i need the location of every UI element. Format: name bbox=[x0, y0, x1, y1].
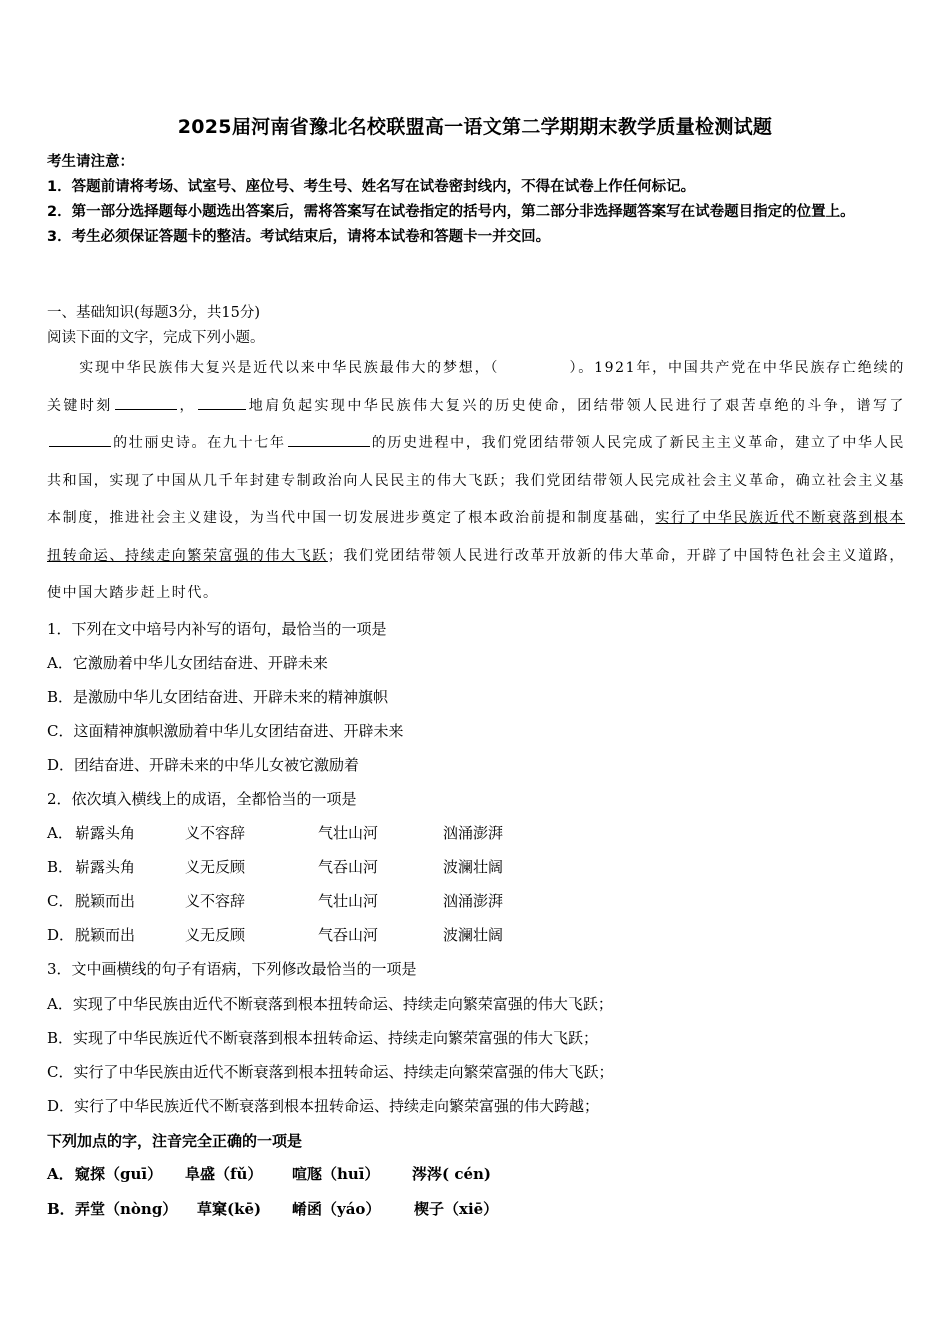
question-2-option-label: A． bbox=[47, 824, 73, 842]
question-4-option-label: B． bbox=[47, 1200, 75, 1218]
question-2-option-idiom: 脱颖而出 bbox=[75, 926, 136, 944]
question-4-pinyin-item: 崤函（yáo） bbox=[292, 1200, 381, 1218]
fill-blank bbox=[49, 432, 111, 447]
question-2-option-label: C． bbox=[47, 892, 74, 910]
question-2-option-idiom: 汹涌澎湃 bbox=[443, 824, 504, 842]
question-2-option-idiom: 波澜壮阔 bbox=[443, 858, 504, 876]
question-3-option: A．实现了中华民族由近代不断衰落到根本扭转命运、持续走向繁荣富强的伟大飞跃； bbox=[47, 995, 613, 1013]
fill-blank bbox=[115, 395, 177, 410]
question-2-option-idiom: 义无反顾 bbox=[185, 858, 246, 876]
section-heading: 一、基础知识(每题3分，共15分) bbox=[47, 305, 260, 321]
question-4-pinyin-item: 弄堂（nòng） bbox=[75, 1200, 178, 1218]
question-3-option: B．实现了中华民族近代不断衰落到根本扭转命运、持续走向繁荣富强的伟大飞跃； bbox=[47, 1029, 599, 1047]
underlined-sentence: 实行了中华民族近代不断衰落到根本扭转命运、持续走向繁荣富强的伟大飞跃 bbox=[47, 510, 906, 564]
notice-block bbox=[47, 150, 907, 250]
question-1-option: B．是激励中华儿女团结奋进、开辟未来的精神旗帜 bbox=[47, 688, 389, 706]
question-2-option-idiom: 义不容辞 bbox=[185, 824, 246, 842]
question-4-pinyin-item: 草窠(kē) bbox=[197, 1200, 262, 1218]
question-2-option-idiom: 气壮山河 bbox=[318, 824, 379, 842]
question-1-option: C．这面精神旗帜激励着中华儿女团结奋进、开辟未来 bbox=[47, 722, 404, 740]
question-2-option-idiom: 波澜壮阔 bbox=[443, 926, 504, 944]
question-3-option: D．实行了中华民族近代不断衰落到根本扭转命运、持续走向繁荣富强的伟大跨越； bbox=[47, 1097, 600, 1115]
question-2-option-idiom: 义不容辞 bbox=[185, 892, 246, 910]
fill-blank bbox=[198, 395, 246, 410]
notice-heading: 考生请注意： bbox=[47, 154, 134, 170]
notice-item: 3．考生必须保证答题卡的整洁。考试结束后，请将本试卷和答题卡一并交回。 bbox=[47, 229, 551, 245]
question-4-pinyin-item: 窥探（guī） bbox=[75, 1165, 163, 1183]
page-title: 2025届河南省豫北名校联盟高一语文第二学期期末教学质量检测试题 bbox=[177, 116, 773, 138]
fill-blank bbox=[288, 432, 370, 447]
question-1-option: D．团结奋进、开辟未来的中华儿女被它激励着 bbox=[47, 756, 360, 774]
question-1-option: A．它激励着中华儿女团结奋进、开辟未来 bbox=[47, 654, 328, 672]
question-4-pinyin-item: 喧豗（huī） bbox=[292, 1165, 380, 1183]
question-4-pinyin-item: 阜盛（fǔ） bbox=[185, 1165, 263, 1183]
question-2-option-label: B． bbox=[47, 858, 74, 876]
question-2-option-label: D． bbox=[47, 926, 75, 944]
question-2-option-idiom: 义无反顾 bbox=[185, 926, 246, 944]
notice-item: 2．第一部分选择题每小题选出答案后，需将答案写在试卷指定的括号内，第二部分非选择题答案写在试卷题目指定的位置上。 bbox=[47, 204, 855, 220]
question-2-option-idiom: 气壮山河 bbox=[318, 892, 379, 910]
question-2-option-idiom: 脱颖而出 bbox=[75, 892, 136, 910]
question-2-option-idiom: 崭露头角 bbox=[75, 858, 136, 876]
notice-item: 1．答题前请将考场、试室号、座位号、考生号、姓名写在试卷密封线内，不得在试卷上作任何标记。 bbox=[47, 179, 696, 195]
question-4-stem: 下列加点的字，注音完全正确的一项是 bbox=[47, 1132, 303, 1150]
question-3-stem: 3．文中画横线的句子有语病，下列修改最恰当的一项是 bbox=[47, 960, 417, 978]
question-4-pinyin-item: 涔涔( cén) bbox=[412, 1165, 491, 1183]
question-2-option-idiom: 气吞山河 bbox=[318, 926, 379, 944]
section-instruction: 阅读下面的文字，完成下列小题。 bbox=[47, 330, 265, 346]
question-4-pinyin-item: 楔子（xiē） bbox=[414, 1200, 499, 1218]
question-2-option-idiom: 气吞山河 bbox=[318, 858, 379, 876]
question-1-stem: 1．下列在文中培号内补写的语句，最恰当的一项是 bbox=[47, 620, 387, 638]
question-2-stem: 2．依次填入横线上的成语，全都恰当的一项是 bbox=[47, 790, 357, 808]
question-2-option-idiom: 崭露头角 bbox=[75, 824, 136, 842]
question-3-option: C．实行了中华民族由近代不断衰落到根本扭转命运、持续走向繁荣富强的伟大飞跃； bbox=[47, 1063, 614, 1081]
question-2-option-idiom: 汹涌澎湃 bbox=[443, 892, 504, 910]
question-4-option-label: A． bbox=[47, 1165, 74, 1183]
reading-passage: 实现中华民族伟大复兴是近代以来中华民族最伟大的梦想，（ ）。1921年，中国共产党在中华民族存亡绝续的关键时刻 ， 地肩负起实现中华民族伟大复兴的历史使命，团结带领人民进行了艰苦卓绝的斗争，谱写了的壮丽史诗。在九十七年 的历史进程中，我们党团结带领人民完成了新民主主义革命，建立了中华人民共和国，实现了中国从几千年封建专制政治向人民民主的伟大飞跃；我们党团结带领人民完成社会主义革命，确立社会主义基本制度，推进社会主义建设，为当代中国一切发展进步奠定了根本政治前提和制度基础，实行了中华民族近代不断衰落到根本扭转命运、持续走向繁荣富强的伟大飞跃；我们党团结带领人民进行改革开放新的伟大革命，开辟了中国特色社会主义道路，使中国大踏步赶上时代。 bbox=[47, 360, 906, 601]
